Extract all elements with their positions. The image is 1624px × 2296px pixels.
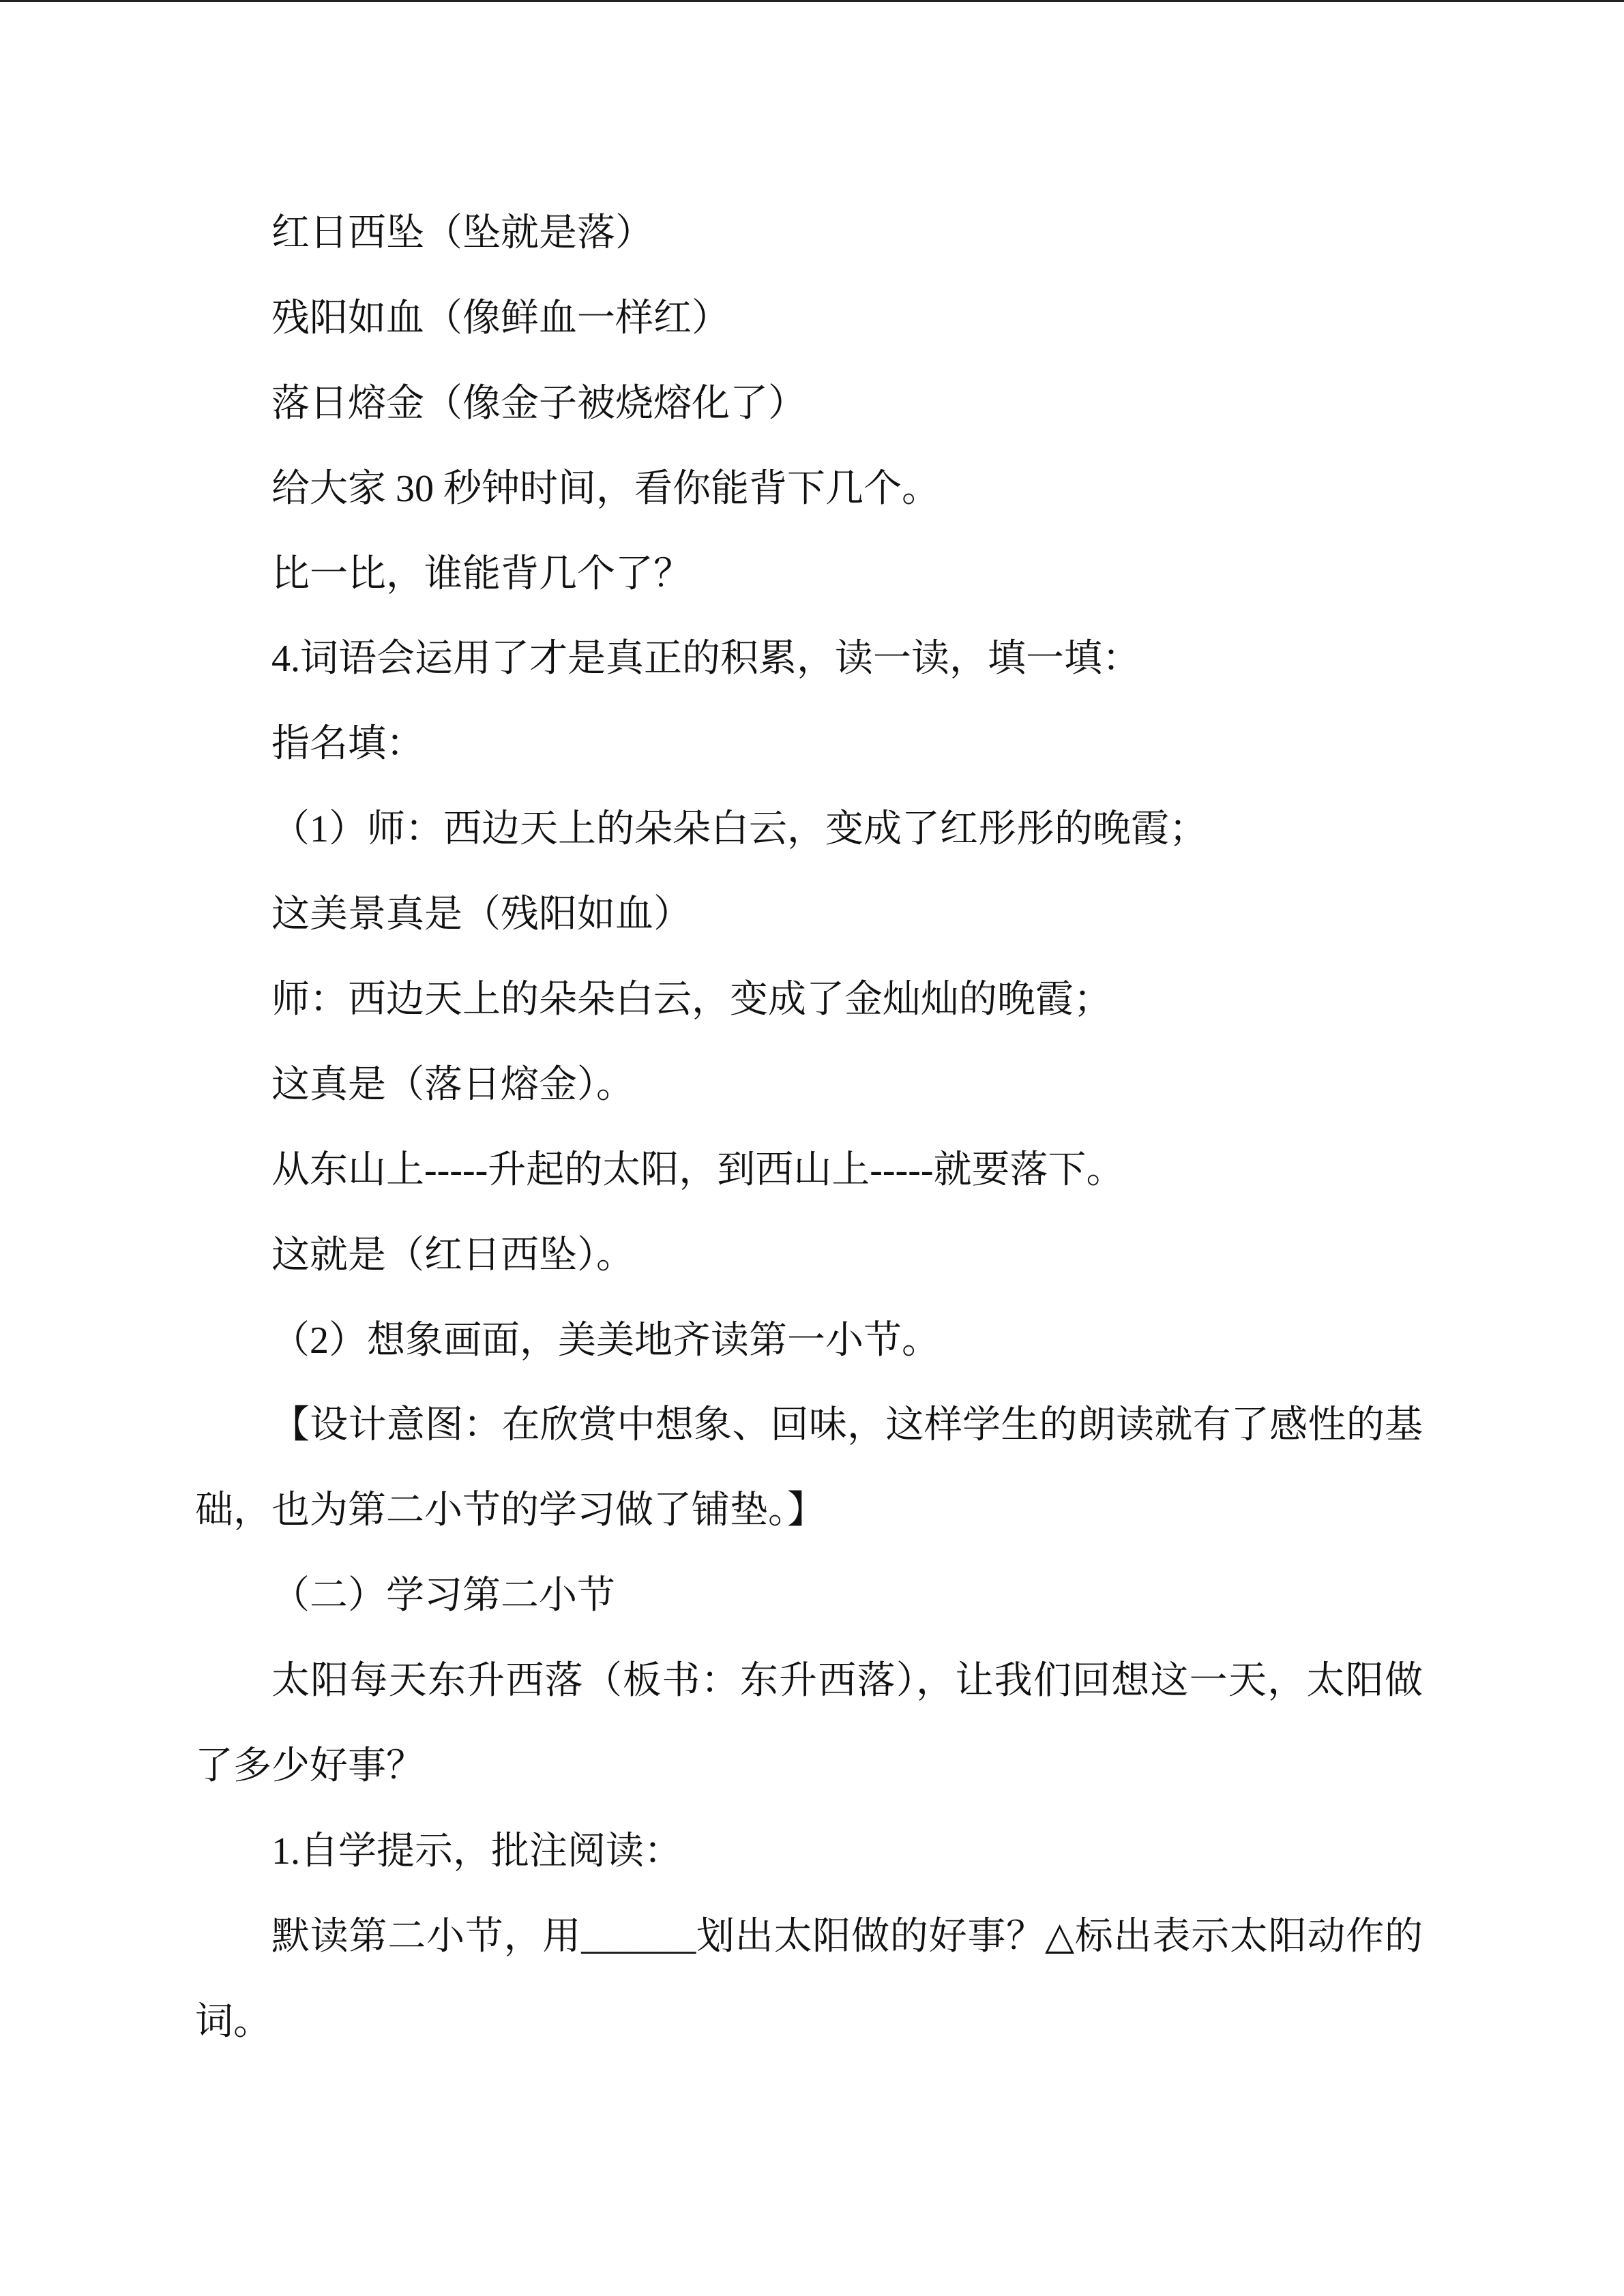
text-line: 红日西坠（坠就是落） (271, 212, 653, 254)
text-line: 默读第二小节，用______划出太阳做的好事？△标出表示太阳动作的 (271, 1915, 1423, 1958)
text-line: 落日熔金（像金子被烧熔化了） (271, 382, 806, 425)
document-body (195, 191, 1423, 2065)
text-line: 残阳如血（像鲜血一样红） (271, 297, 730, 340)
text-line: （2）想象画面，美美地齐读第一小节。 (271, 1319, 940, 1362)
text-line: 这就是（红日西坠）。 (271, 1234, 634, 1277)
text-line: 1.自学提示，批注阅读： (271, 1830, 682, 1873)
text-line: 指名填： (271, 723, 424, 766)
text-line: 给大家 30 秒钟时间，看你能背下几个。 (271, 467, 940, 510)
text-line: 从东山上-----升起的太阳，到西山上-----就要落下。 (271, 1148, 1125, 1191)
text-line: 词。 (195, 2000, 271, 2043)
text-line: 4.词语会运用了才是真正的积累，读一读，填一填： (271, 638, 1140, 681)
text-line: 比一比，谁能背几个了？ (271, 552, 692, 595)
text-line: 【设计意图：在欣赏中想象、回味，这样学生的朗读就有了感性的基 (271, 1404, 1423, 1447)
text-line: 太阳每天东升西落（板书：东升西落），让我们回想这一天，太阳做 (271, 1660, 1423, 1703)
text-line: 了多少好事？ (195, 1745, 424, 1788)
text-line: 这真是（落日熔金）。 (271, 1063, 634, 1106)
text-line: （二）学习第二小节 (271, 1575, 615, 1617)
text-line: 础，也为第二小节的学习做了铺垫。】 (195, 1489, 825, 1532)
text-line: 师：西边天上的朵朵白云，变成了金灿灿的晚霞； (271, 979, 1112, 1022)
text-line: （1）师：西边天上的朵朵白云，变成了红彤彤的晚霞； (271, 808, 1207, 851)
text-line: 这美景真是（残阳如血） (271, 893, 692, 936)
page-top-rule (0, 0, 1624, 2)
